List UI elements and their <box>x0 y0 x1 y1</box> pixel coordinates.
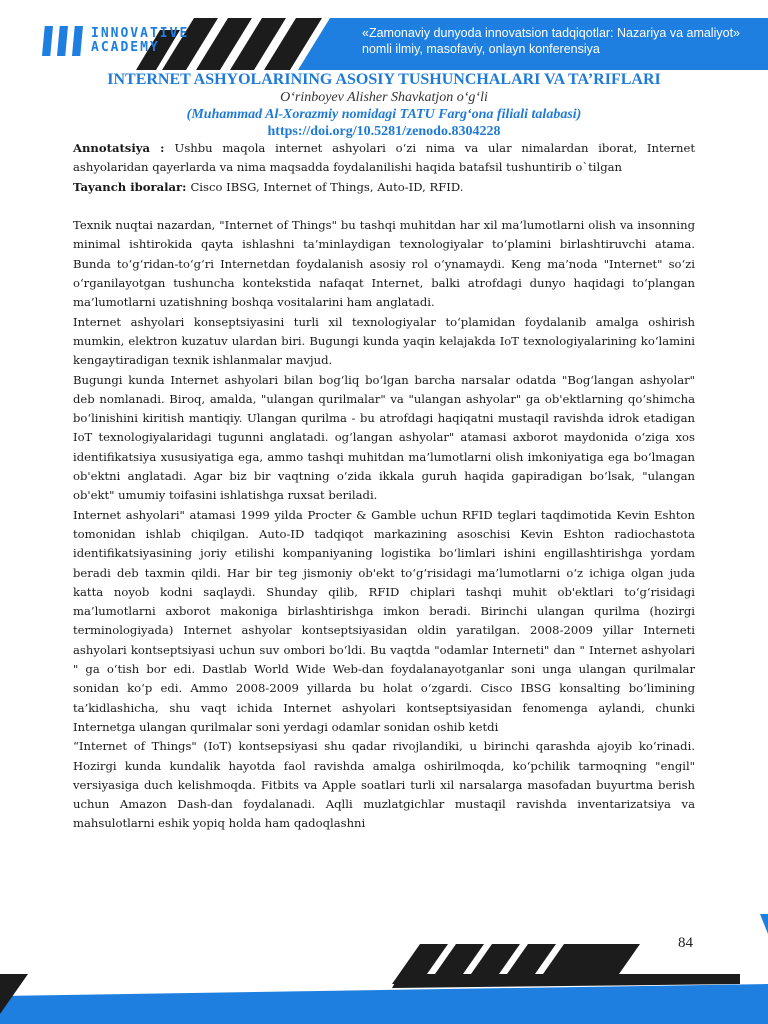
keywords <box>73 178 695 197</box>
doi-link[interactable]: https://doi.org/10.5281/zenodo.8304228 <box>267 124 501 139</box>
author-affiliation: (Muhammad Al-Xorazmiy nomidagi TATU Farg‘ona filiali talabasi) <box>186 107 582 122</box>
paragraph: Texnik nuqtai nazardan, "Internet of Things" bu tashqi muhitdan har xil ma’lumotlarni olish va insonning minimal ishtirokida qayta ishlashni ta’minlaydigan texnologiyalar to‘plamini birlashtiruvchi atama. Bunda to‘g‘ridan-to‘g‘ri Internetdan foydalanish asosiy rol o‘ynamaydi. Keng ma’noda "Internet" so‘zi o‘rganilayotgan tushuncha kontekstida nafaqat Internet, balki atrofdagi dunyo haqidagi to‘plangan ma’lumotlarni uzatishning boshqa vositalarini ham anglatadi. <box>73 218 695 310</box>
page-number: 84 <box>678 935 693 951</box>
footer-decoration <box>0 914 768 1024</box>
keywords-label: Tayanch iboralar: <box>73 179 191 194</box>
paragraph: “Internet of Things" (IoT) kontsepsiyasi shu qadar rivojlandiki, u birinchi qarashda ajoyib ko‘rinadi. Hozirgi kunda kundalik hayotda faol ravishda amalga oshirilmoqda, ko‘pchilik tarmoqning "engil" versiyasiga duch kelishmoqda. Fitbits va Apple soatlari turli xil narsalarga masofadan buyurtma berish uchun Amazon Dash-dan foydalanadi. Aqlli muzlatgichlar mustaqil ravishda inventarizatsiya va mahsulotlarni eshik yopiq holda ham qadoqlashni <box>73 739 695 831</box>
paper-title-block <box>60 70 708 140</box>
paragraph: Internet ashyolari konseptsiyasini turli xil texnologiyalar to‘plamidan foydalanib amalga oshirish mumkin, elektron kuzatuv ulardan biri. Bugungi kunda yaqin kelajakda IoT texnologiyalarining ko‘lamini kengaytiradigan texnik ishlanmalar mavjud. <box>73 314 695 368</box>
paragraph: Internet ashyolari" atamasi 1999 yilda Procter & Gamble uchun RFID teglari taqdimotida Kevin Eshton tomonidan ishlab chiqilgan. Auto-ID tadqiqot markazining asoschisi Kevin Eshton radiochastota identifikatsiyasining joriy etilishi kompaniyaning logistika bo‘limlari ishini engillashtirishga yordam beradi deb taxmin qildi. Har bir teg jismoniy ob'ekt to‘g‘risidagi ma’lumotlarni o‘z ichiga olgan juda katta noyob kodni saqlaydi. Shunday qilib, RFID chiplari tashqi muhit ob'ektlari to‘g‘risidagi ma’lumotlarni axborot makoniga birlashtirishga imkon beradi. Birinchi ulangan qurilma (hozirgi terminologiyada) Internet ashyolar kontseptsiyasidan oldin yaratilgan. 2008-2009 yillar Interneti ashyolari kontseptsiyasi uchun suv ombori bo‘ldi. Bu vaqtda "odamlar Interneti" dan " Internet ashyolari " ga o‘tish bor edi. Dastlab World Wide Web-dan foydalanayotganlar soni unga ulangan qurilmalar sonidan ko‘p edi. Ammo 2008-2009 yillarda bu holat o‘zgardi. Cisco IBSG konsalting bo‘limining ta’kidlashicha, shu vaqt ichida Internet ashyolari kontseptsiyasidan fenomenga aylandi, chunki Internetga ulangan qurilmalar soni yerdagi odamlar sonidan oshib ketdi <box>73 507 695 734</box>
article-body <box>73 139 695 834</box>
spacer <box>73 197 695 216</box>
abstract <box>73 139 695 178</box>
paper-title: INTERNET ASHYOLARINING ASOSIY TUSHUNCHALARI VA TA’RIFLARI <box>107 71 661 88</box>
logo-line-1: INNOVATIVE <box>91 26 190 41</box>
author-name: O‘rinboyev Alisher Shavkatjon o‘g‘li <box>280 90 488 105</box>
logo-icon <box>42 26 83 56</box>
page-footer <box>0 914 768 1024</box>
abstract-label: Annotatsiya : <box>73 141 175 155</box>
keywords-text: Cisco IBSG, Internet of Things, Auto-ID, RFID. <box>190 179 464 194</box>
innovative-academy-logo <box>42 24 189 58</box>
logo-line-2: ACADEMY <box>91 40 160 55</box>
conference-title: «Zamonaviy dunyoda innovatsion tadqiqotlar: Nazariya va amaliyot» nomli ilmiy, masofaviy, onlayn konferensiya <box>362 26 740 56</box>
abstract-text: Ushbu maqola internet ashyolari o‘zi nima va ular nimalardan iborat, Internet ashyolaridan qayerlarda va nima maqsadda foydalanilishi haqida batafsil tushuntirib o`tilgan <box>73 141 696 175</box>
page-header <box>0 0 768 70</box>
paragraph: Bugungi kunda Internet ashyolari bilan bog‘liq bo‘lgan barcha narsalar odatda "Bog‘langan ashyolar" deb nomlanadi. Biroq, amalda, "ulangan qurilmalar" va "ulangan ashyolar" ga ob'ektlarning qo‘shimcha bo‘linishini kiritish mantiqiy. Ulangan qurilma - bu atrofdagi haqiqatni mustaqil ravishda idrok etadigan IoT texnologiyalaridagi tugunni anglatadi. og‘langan ashyolar" atamasi axborot maydonida o‘ziga xos identifikatsiya xususiyatiga ega, ammo tashqi muhitdan ma’lumotlarni olish imkoniyatiga ega bo‘lmagan ob'ektni anglatadi. Agar biz bir vaqtning o‘zida ikkala guruh haqida gapiradigan bo‘lsak, "ulangan ob'ekt" umumiy toifasini ishlatishga ruxsat beriladi. <box>73 372 695 503</box>
